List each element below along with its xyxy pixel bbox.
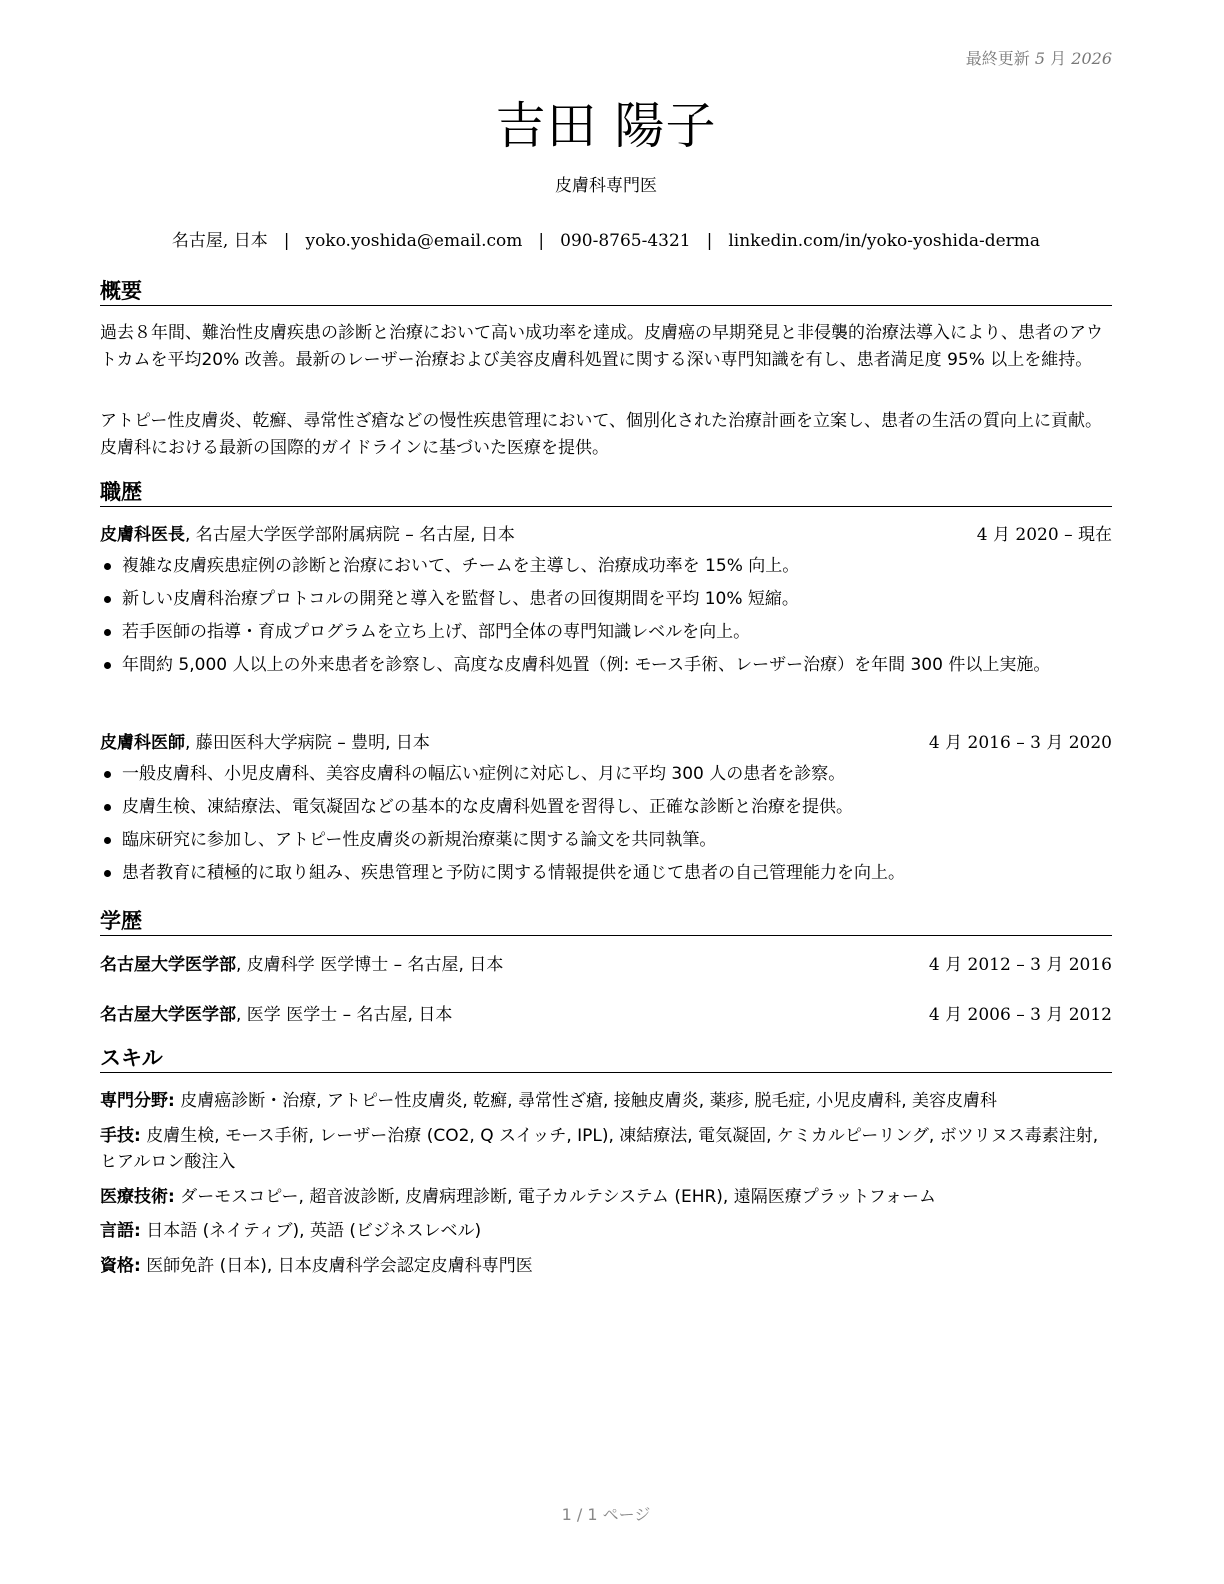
candidate-title: 皮膚科専門医	[555, 176, 657, 196]
education-dates: 4 月 2012 – 3 月 2016	[928, 955, 1112, 975]
summary-heading: 概要	[100, 278, 1112, 306]
education-dates: 4 月 2006 – 3 月 2012	[928, 1005, 1112, 1025]
education-school: 名古屋大学医学部	[100, 1005, 236, 1025]
skill-label: 専門分野:	[100, 1091, 175, 1111]
contact-separator: |	[538, 231, 545, 251]
skill-line	[100, 1218, 1112, 1244]
job-bullet: 臨床研究に参加し、アトピー性皮膚炎の新規治療薬に関する論文を共同執筆。	[100, 827, 1112, 853]
skill-line	[100, 1184, 1112, 1210]
page-indicator: 1 / 1 ページ	[561, 1505, 651, 1524]
job-dates: 4 月 2016 – 3 月 2020	[928, 733, 1112, 753]
contact-line	[100, 226, 1112, 251]
skill-line	[100, 1123, 1112, 1175]
experience-heading: 職歴	[100, 479, 1112, 507]
contact-email[interactable]: yoko.yoshida@email.com	[305, 231, 523, 251]
summary-paragraph-1: 過去８年間、難治性皮膚疾患の診断と治療において高い成功率を達成。皮膚癌の早期発見と非侵襲的治療法導入により、患者のアウトカムを平均20% 改善。最新のレーザー治療および美容皮膚科処置に関する深い専門知識を有し、患者満足度 95% 以上を維持。	[100, 323, 1103, 370]
last-updated-month-unit: 月	[1050, 49, 1067, 68]
skill-text: 皮膚癌診断・治療, アトピー性皮膚炎, 乾癬, 尋常性ざ瘡, 接触皮膚炎, 薬疹, 脱毛症, 小児皮膚科, 美容皮膚科	[174, 1091, 997, 1111]
last-updated-year: 2026	[1071, 49, 1112, 68]
education-entry	[100, 952, 1112, 978]
job-bullet: 複雑な皮膚疾患症例の診断と治療において、チームを主導し、治療成功率を 15% 向上。	[100, 553, 1112, 579]
job-bullets	[100, 553, 1112, 685]
last-updated	[966, 46, 1112, 69]
job-bullet: 皮膚生検、凍結療法、電気凝固などの基本的な皮膚科処置を習得し、正確な診断と治療を提供。	[100, 794, 1112, 820]
skill-text: 皮膚生検, モース手術, レーザー治療 (CO2, Q スイッチ, IPL), 凍結療法, 電気凝固, ケミカルピーリング, ボツリヌス毒素注射, ヒアルロン酸注入	[100, 1126, 1099, 1172]
education-entry	[100, 1002, 1112, 1028]
skill-line	[100, 1088, 1112, 1114]
job-role: 皮膚科医師	[100, 733, 185, 753]
job-org-location: , 名古屋大学医学部附属病院 – 名古屋, 日本	[185, 525, 515, 545]
contact-location: 名古屋, 日本	[171, 231, 268, 251]
contact-separator: |	[706, 231, 713, 251]
job-bullets	[100, 761, 1112, 893]
job-bullet: 新しい皮膚科治療プロトコルの開発と導入を監督し、患者の回復期間を平均 10% 短縮。	[100, 586, 1112, 612]
summary-paragraph-2: アトピー性皮膚炎、乾癬、尋常性ざ瘡などの慢性疾患管理において、個別化された治療計画を立案し、患者の生活の質向上に貢献。皮膚科における最新の国際的ガイドラインに基づいた医療を提供。	[100, 411, 1102, 458]
education-degree: , 医学 医学士 – 名古屋, 日本	[236, 1005, 453, 1025]
job-entry-header	[100, 730, 1112, 756]
job-org-location: , 藤田医科大学病院 – 豊明, 日本	[185, 733, 430, 753]
job-bullet: 若手医師の指導・育成プログラムを立ち上げ、部門全体の専門知識レベルを向上。	[100, 619, 1112, 645]
job-role: 皮膚科医長	[100, 525, 185, 545]
job-entry-header	[100, 522, 1112, 548]
candidate-name: 吉田 陽子	[495, 97, 717, 155]
last-updated-prefix: 最終更新	[965, 49, 1030, 68]
skill-label: 医療技術:	[100, 1187, 175, 1207]
education-degree: , 皮膚科学 医学博士 – 名古屋, 日本	[236, 955, 504, 975]
education-school: 名古屋大学医学部	[100, 955, 236, 975]
contact-phone[interactable]: 090-8765-4321	[560, 231, 691, 251]
skill-text: 日本語 (ネイティブ), 英語 (ビジネスレベル)	[140, 1221, 482, 1241]
contact-linkedin[interactable]: linkedin.com/in/yoko-yoshida-derma	[728, 231, 1041, 251]
contact-separator: |	[283, 231, 290, 251]
job-bullet: 年間約 5,000 人以上の外来患者を診察し、高度な皮膚科処置（例: モース手術、レーザー治療）を年間 300 件以上実施。	[100, 652, 1112, 678]
skill-label: 資格:	[100, 1256, 141, 1276]
job-dates: 4 月 2020 – 現在	[976, 525, 1112, 545]
skill-text: 医師免許 (日本), 日本皮膚科学会認定皮膚科専門医	[140, 1256, 533, 1276]
education-heading: 学歴	[100, 908, 1112, 936]
skill-line	[100, 1253, 1112, 1279]
job-bullet: 患者教育に積極的に取り組み、疾患管理と予防に関する情報提供を通じて患者の自己管理能力を向上。	[100, 860, 1112, 886]
skills-heading: スキル	[100, 1045, 1112, 1073]
skill-label: 手技:	[100, 1126, 141, 1146]
skill-label: 言語:	[100, 1221, 141, 1241]
job-bullet: 一般皮膚科、小児皮膚科、美容皮膚科の幅広い症例に対応し、月に平均 300 人の患者を診察。	[100, 761, 1112, 787]
skill-text: ダーモスコピー, 超音波診断, 皮膚病理診断, 電子カルテシステム (EHR), 遠隔医療プラットフォーム	[174, 1187, 937, 1207]
resume-page	[100, 0, 1112, 1584]
last-updated-month: 5	[1034, 49, 1046, 68]
